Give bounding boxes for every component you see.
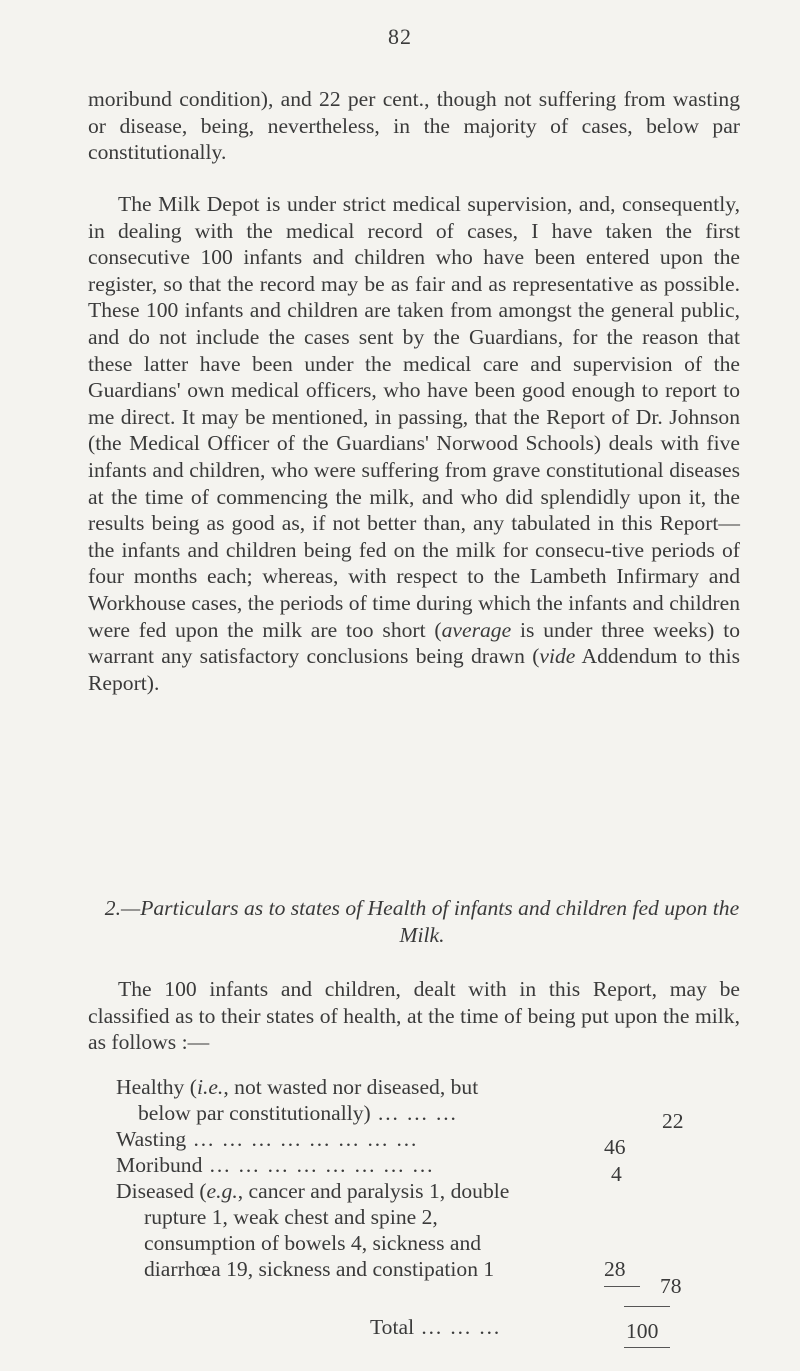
healthy-dots: … … …	[370, 1101, 458, 1125]
italic-average: average	[441, 617, 512, 642]
row-total	[370, 1314, 501, 1341]
paragraph-milk-depot	[88, 191, 740, 696]
diseased-label-start: Diseased (	[116, 1179, 207, 1203]
row-healthy-line2	[138, 1100, 458, 1127]
wasting-dots: … … … … … … … …	[186, 1127, 419, 1151]
total-label: Total	[370, 1315, 415, 1339]
paragraph-classification-intro: The 100 infants and children, dealt with in this Report, may be classified as to their states of health, at the time of being put upon the milk, as follows :—	[88, 977, 740, 1055]
moribund-value: 4	[611, 1162, 622, 1186]
moribund-dots: … … … … … … … …	[202, 1153, 435, 1177]
wasting-value: 46	[604, 1135, 626, 1159]
row-diseased-line4: diarrhœa 19, sickness and constipation 1	[144, 1257, 495, 1281]
healthy-label-line2: below par constitutionally)	[138, 1101, 371, 1125]
row-diseased-line3: consumption of bowels 4, sickness and	[144, 1231, 482, 1255]
total-rule	[624, 1306, 670, 1307]
paragraph-continuation: moribund condition), and 22 per cent., though not suffering from wasting or disease, being, nevertheless, in the majority of cases, below par constitutionally.	[88, 87, 740, 165]
row-wasting	[116, 1126, 418, 1153]
diseased-label-rest: , cancer and paralysis 1, double	[237, 1179, 510, 1203]
section-heading: 2.—Particulars as to states of Health of infants and children fed upon the Milk.	[104, 896, 740, 947]
total-underline	[624, 1347, 670, 1348]
wasting-label: Wasting	[116, 1127, 187, 1151]
healthy-label-end: , not wasted nor diseased, but	[223, 1075, 479, 1099]
italic-vide: vide	[539, 644, 576, 669]
total-dots: … … …	[414, 1315, 502, 1339]
paragraph-milk-depot-end: Addendum to this Report).	[88, 644, 740, 695]
row-moribund	[116, 1152, 434, 1179]
subtotal-value: 78	[660, 1274, 682, 1298]
diseased-value: 28	[604, 1257, 626, 1281]
moribund-label: Moribund	[116, 1153, 203, 1177]
row-diseased-line1	[116, 1178, 509, 1205]
total-value: 100	[626, 1319, 659, 1343]
paragraph-milk-depot-mid: is under three weeks) to warrant any satisfactory conclusions being drawn (	[88, 617, 740, 669]
healthy-value: 22	[662, 1109, 684, 1133]
healthy-label-start: Healthy (	[116, 1075, 197, 1099]
page-number: 82	[388, 24, 412, 49]
healthy-label-ie: i.e.	[196, 1075, 224, 1099]
diseased-label-eg: e.g.	[206, 1179, 238, 1203]
row-diseased-line2: rupture 1, weak chest and spine 2,	[144, 1205, 438, 1229]
subtotal-rule	[604, 1286, 640, 1287]
row-healthy-line1	[116, 1074, 478, 1101]
paragraph-milk-depot-text: The Milk Depot is under strict medical supervision, and, consequently, in dealing with the medical record of cases, I have taken the first consecutive 100 infants and children who have been entered upon the register, so that the record may be as fair and as representative as possible. These 100 infants and children are taken from amongst the general public, and do not include the cases sent by the Guardians, for the reason that these latter have been under the medical care and supervision of the Guardians' own medical officers, who have been good enough to report to me direct. It may be mentioned, in passing, that the Report of Dr. Johnson (the Medical Officer of the Guardians' Norwood Schools) deals with five infants and children, who were suffering from grave constitutional diseases at the time of commencing the milk, and who did splendidly upon it, the results being as good as, if not better than, any tabulated in this Report—the infants and children being fed on the milk for consecu-tive periods of four months each; whereas, with respect to the Lambeth Infirmary and Workhouse cases, the periods of time during which the infants and children were fed upon the milk are too short (	[88, 192, 740, 642]
